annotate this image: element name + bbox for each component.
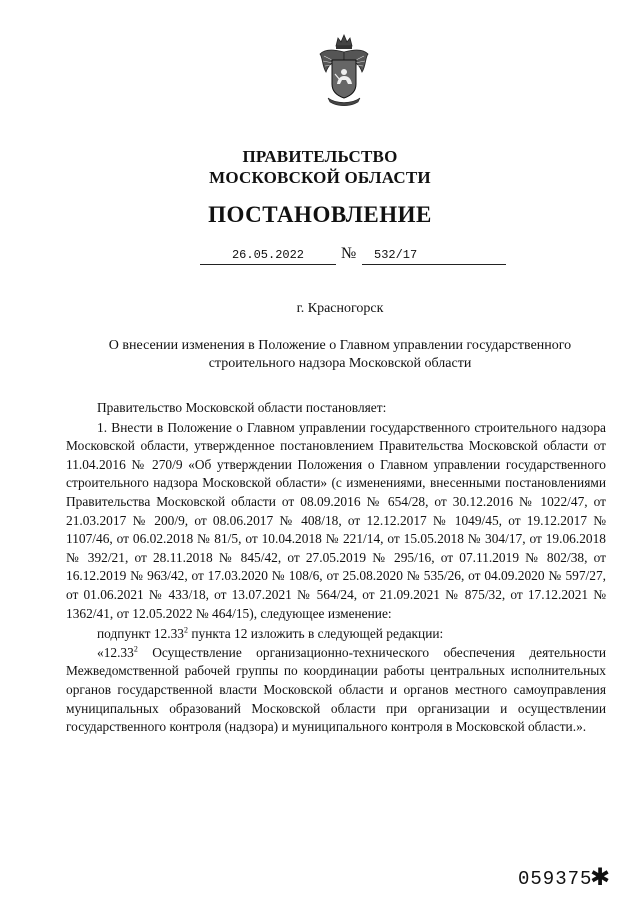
subject-title [90, 337, 590, 373]
subpoint-superscript: 2 [183, 625, 188, 635]
subpoint-prefix: подпункт 12.33 [97, 626, 184, 642]
date-number-line [0, 245, 640, 272]
asterisk-mark: ✱ [590, 863, 611, 891]
quote-superscript: 2 [133, 644, 138, 654]
serial-number: 059375 [518, 868, 593, 890]
quote-text: Осуществление организационно-технического обеспечения деятельности Межведомственной рабочей группы по координации работы центральных исполнительных органов государственной власти Московской области и органов местного самоуправления муниципальных образований Московской области при организации и осуществлении государственного контроля (надзора) и муниципального контроля в Московской области.». [66, 644, 606, 735]
subpoint-suffix: пункта 12 изложить в следующей редакции: [187, 626, 444, 642]
document-number: 532/17 [362, 248, 506, 265]
intro-paragraph: Правительство Московской области постановляет: [97, 400, 387, 415]
government-title-line1: ПРАВИТЕЛЬСТВО [242, 147, 398, 166]
city: г. Красногорск [296, 301, 384, 316]
quote-prefix: «12.33 [97, 644, 134, 660]
subpoint-line [66, 625, 606, 644]
document-date: 26.05.2022 [200, 248, 336, 265]
quoted-paragraph [66, 644, 606, 737]
subject-line2: строительного надзора Московской области [208, 356, 472, 371]
government-title [0, 146, 640, 188]
body-text [66, 399, 606, 737]
coat-of-arms-emblem [318, 32, 370, 108]
document-type: ПОСТАНОВЛЕНИЕ [208, 202, 432, 227]
government-title-line2: МОСКОВСКОЙ ОБЛАСТИ [209, 168, 431, 187]
subject-line1: О внесении изменения в Положение о Главном управлении государственного [108, 338, 572, 353]
number-sign: № [341, 245, 357, 262]
paragraph-1: 1. Внести в Положение о Главном управлении государственного строительного надзора Московской области, утвержденное постановлением Правительства Московской области от 11.04.2016 № 270/9 «Об утверждении Положения о Главном управлении государственного строительного надзора Московской области» (с изменениями, внесенными постановлениями Правительства Московской области от 08.09.2016 № 654/28, от 30.12.2016 № 1022/47, от 21.03.2017 № 200/9, от 08.06.2017 № 408/18, от 12.12.2017 № 1049/45, от 19.12.2017 № 1107/46, от 06.02.2018 № 81/5, от 10.04.2018 № 221/14, от 15.05.2018 № 304/17, от 19.06.2018 № 392/21, от 28.11.2018 № 845/42, от 27.05.2019 № 295/16, от 07.11.2019 № 802/38, от 16.12.2019 № 963/42, от 17.03.2020 № 108/6, от 25.08.2020 № 535/26, от 04.09.2020 № 597/27, от 01.06.2021 № 433/18, от 13.07.2021 № 564/24, от 21.09.2021 № 875/32, от 17.12.2021 № 1362/41, от 12.05.2022 № 464/15), следующее изменение: [66, 419, 606, 621]
